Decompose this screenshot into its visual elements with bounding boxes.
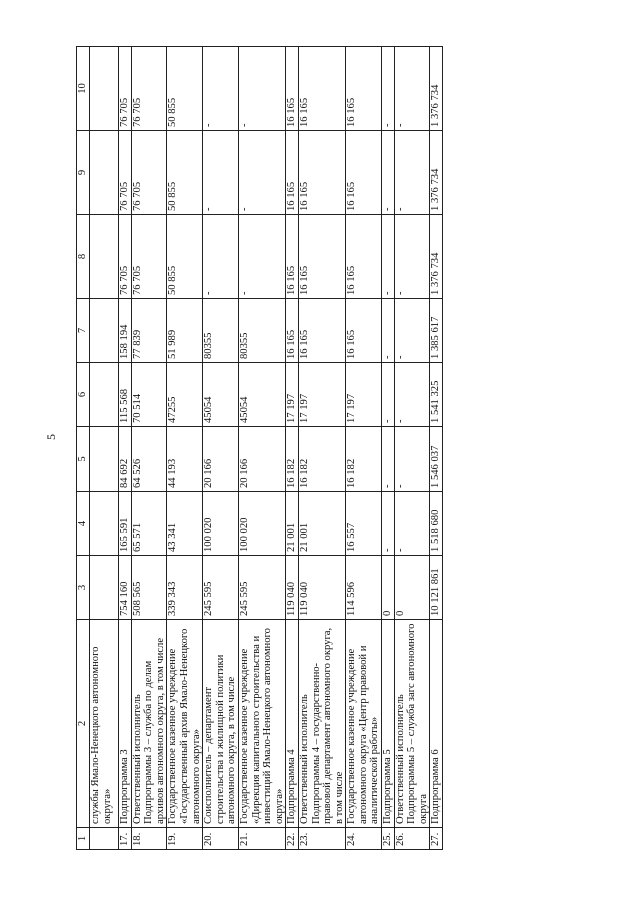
table-row bbox=[90, 47, 119, 850]
row-number: 20. bbox=[203, 828, 239, 850]
table-row bbox=[394, 47, 430, 850]
table-row bbox=[131, 47, 167, 850]
row-name: Подпрограмма 4 bbox=[286, 620, 299, 828]
cell-value bbox=[90, 363, 119, 427]
cell-value: 119 040 bbox=[286, 556, 299, 620]
column-header: 7 bbox=[77, 299, 90, 363]
row-name: службы Ямало-Ненецкого автономного округа» bbox=[90, 620, 119, 828]
row-number: 21. bbox=[238, 828, 285, 850]
cell-value: - bbox=[382, 363, 395, 427]
cell-value: - bbox=[394, 215, 430, 299]
table-row bbox=[382, 47, 395, 850]
cell-value: - bbox=[394, 363, 430, 427]
row-name: Соисполнитель – департамент строительства и жилищной политики автономного округа, в том числе bbox=[203, 620, 239, 828]
cell-value: 80355 bbox=[203, 299, 239, 363]
cell-value: 1 376 734 bbox=[430, 47, 443, 131]
cell-value: - bbox=[394, 492, 430, 556]
cell-value: 76 705 bbox=[119, 131, 132, 215]
cell-value: 17 197 bbox=[346, 363, 382, 427]
cell-value: 0 bbox=[394, 556, 430, 620]
cell-value: 16 182 bbox=[286, 427, 299, 492]
row-number: 22. bbox=[286, 828, 299, 850]
cell-value: - bbox=[394, 47, 430, 131]
cell-value: 43 341 bbox=[167, 492, 203, 556]
cell-value: - bbox=[382, 131, 395, 215]
cell-value: 17 197 bbox=[286, 363, 299, 427]
table-row bbox=[203, 47, 239, 850]
row-name: Государственное казенное учреждение «Государственный архив Ямало-Ненецкого автономного округа» bbox=[167, 620, 203, 828]
cell-value: 16 165 bbox=[346, 299, 382, 363]
cell-value: 20 166 bbox=[203, 427, 239, 492]
cell-value: - bbox=[203, 47, 239, 131]
cell-value: 1 376 734 bbox=[430, 215, 443, 299]
row-number: 24. bbox=[346, 828, 382, 850]
row-number: 27. bbox=[430, 828, 443, 850]
cell-value: - bbox=[382, 299, 395, 363]
cell-value: 114 596 bbox=[346, 556, 382, 620]
cell-value: 64 526 bbox=[131, 427, 167, 492]
cell-value: 76 705 bbox=[131, 47, 167, 131]
cell-value: - bbox=[203, 215, 239, 299]
cell-value: 16 165 bbox=[346, 131, 382, 215]
table-row bbox=[430, 47, 443, 850]
cell-value: 21 001 bbox=[286, 492, 299, 556]
cell-value: 16 165 bbox=[346, 47, 382, 131]
cell-value: - bbox=[382, 427, 395, 492]
column-header: 5 bbox=[77, 427, 90, 492]
cell-value: 65 571 bbox=[131, 492, 167, 556]
cell-value: 339 343 bbox=[167, 556, 203, 620]
cell-value: 100 020 bbox=[203, 492, 239, 556]
cell-value: 76 705 bbox=[131, 215, 167, 299]
cell-value: - bbox=[238, 215, 285, 299]
cell-value: 1 541 325 bbox=[430, 363, 443, 427]
cell-value: 100 020 bbox=[238, 492, 285, 556]
table-row bbox=[167, 47, 203, 850]
cell-value bbox=[90, 427, 119, 492]
cell-value: 76 705 bbox=[119, 215, 132, 299]
row-number: 26. bbox=[394, 828, 430, 850]
cell-value bbox=[90, 47, 119, 131]
page-number: 5 bbox=[44, 434, 58, 440]
row-number bbox=[90, 828, 119, 850]
cell-value: - bbox=[394, 427, 430, 492]
cell-value: 10 121 861 bbox=[430, 556, 443, 620]
row-name: Подпрограмма 3 bbox=[119, 620, 132, 828]
cell-value: 754 160 bbox=[119, 556, 132, 620]
cell-value: 50 855 bbox=[167, 215, 203, 299]
cell-value: 16 182 bbox=[346, 427, 382, 492]
cell-value: 16 165 bbox=[298, 131, 345, 215]
cell-value: 80355 bbox=[238, 299, 285, 363]
cell-value: 70 514 bbox=[131, 363, 167, 427]
cell-value: 165 591 bbox=[119, 492, 132, 556]
cell-value bbox=[90, 556, 119, 620]
budget-table bbox=[76, 46, 443, 850]
row-name: Ответственный исполнитель Подпрограммы 3 – служба по делам архивов автономного округа, в том числе bbox=[131, 620, 167, 828]
column-header: 1 bbox=[77, 828, 90, 850]
cell-value: 158 194 bbox=[119, 299, 132, 363]
cell-value: - bbox=[238, 131, 285, 215]
cell-value: - bbox=[382, 47, 395, 131]
cell-value: 115 568 bbox=[119, 363, 132, 427]
cell-value: 16 165 bbox=[298, 47, 345, 131]
row-number: 17. bbox=[119, 828, 132, 850]
cell-value: 16 165 bbox=[286, 131, 299, 215]
cell-value: 76 705 bbox=[131, 131, 167, 215]
cell-value: 16 182 bbox=[298, 427, 345, 492]
cell-value: 16 557 bbox=[346, 492, 382, 556]
rotated-table-container bbox=[76, 47, 528, 850]
row-number: 25. bbox=[382, 828, 395, 850]
row-name: Ответственный исполнитель Подпрограммы 5 – служба загс автономного округа bbox=[394, 620, 430, 828]
cell-value: - bbox=[203, 131, 239, 215]
column-header: 9 bbox=[77, 131, 90, 215]
column-header: 10 bbox=[77, 47, 90, 131]
cell-value: - bbox=[394, 131, 430, 215]
cell-value: 1 546 037 bbox=[430, 427, 443, 492]
cell-value: 16 165 bbox=[286, 47, 299, 131]
cell-value: 1 385 617 bbox=[430, 299, 443, 363]
cell-value: 1 376 734 bbox=[430, 131, 443, 215]
cell-value: 508 565 bbox=[131, 556, 167, 620]
row-name: Подпрограмма 6 bbox=[430, 620, 443, 828]
cell-value bbox=[90, 492, 119, 556]
cell-value: 16 165 bbox=[346, 215, 382, 299]
cell-value: 17 197 bbox=[298, 363, 345, 427]
cell-value: 20 166 bbox=[238, 427, 285, 492]
cell-value: 44 193 bbox=[167, 427, 203, 492]
cell-value: 16 165 bbox=[286, 299, 299, 363]
row-name: Государственное казенное учреждение автономного округа «Центр правовой и аналитической работы» bbox=[346, 620, 382, 828]
cell-value: - bbox=[382, 492, 395, 556]
cell-value: 50 855 bbox=[167, 131, 203, 215]
cell-value: 45054 bbox=[203, 363, 239, 427]
cell-value: 84 692 bbox=[119, 427, 132, 492]
cell-value: 47255 bbox=[167, 363, 203, 427]
column-header: 8 bbox=[77, 215, 90, 299]
cell-value bbox=[90, 215, 119, 299]
table-row bbox=[298, 47, 345, 850]
table-row bbox=[346, 47, 382, 850]
cell-value bbox=[90, 299, 119, 363]
cell-value: 76 705 bbox=[119, 47, 132, 131]
cell-value: 16 165 bbox=[298, 215, 345, 299]
cell-value: 245 595 bbox=[203, 556, 239, 620]
cell-value: 16 165 bbox=[298, 299, 345, 363]
column-header: 6 bbox=[77, 363, 90, 427]
row-number: 19. bbox=[167, 828, 203, 850]
cell-value: 45054 bbox=[238, 363, 285, 427]
cell-value: 16 165 bbox=[286, 215, 299, 299]
cell-value: 119 040 bbox=[298, 556, 345, 620]
table-row bbox=[286, 47, 299, 850]
header-row bbox=[77, 47, 90, 850]
row-name: Государственное казенное учреждение «Дирекция капитального строительства и инвестиций Ямало-Ненецкого автономного округа» bbox=[238, 620, 285, 828]
column-header: 3 bbox=[77, 556, 90, 620]
cell-value: 21 001 bbox=[298, 492, 345, 556]
cell-value: 77 839 bbox=[131, 299, 167, 363]
cell-value: - bbox=[238, 47, 285, 131]
row-name: Подпрограмма 5 bbox=[382, 620, 395, 828]
cell-value: 245 595 bbox=[238, 556, 285, 620]
cell-value: 50 855 bbox=[167, 47, 203, 131]
cell-value bbox=[90, 131, 119, 215]
row-name: Ответственный исполнитель Подпрограммы 4 – государственно-правовой департамент автономного округа, в том числе bbox=[298, 620, 345, 828]
cell-value: 51 989 bbox=[167, 299, 203, 363]
table-row bbox=[238, 47, 285, 850]
row-number: 18. bbox=[131, 828, 167, 850]
table-row bbox=[119, 47, 132, 850]
cell-value: - bbox=[382, 215, 395, 299]
column-header: 4 bbox=[77, 492, 90, 556]
cell-value: - bbox=[394, 299, 430, 363]
row-number: 23. bbox=[298, 828, 345, 850]
cell-value: 1 518 680 bbox=[430, 492, 443, 556]
cell-value: 0 bbox=[382, 556, 395, 620]
column-header: 2 bbox=[77, 620, 90, 828]
